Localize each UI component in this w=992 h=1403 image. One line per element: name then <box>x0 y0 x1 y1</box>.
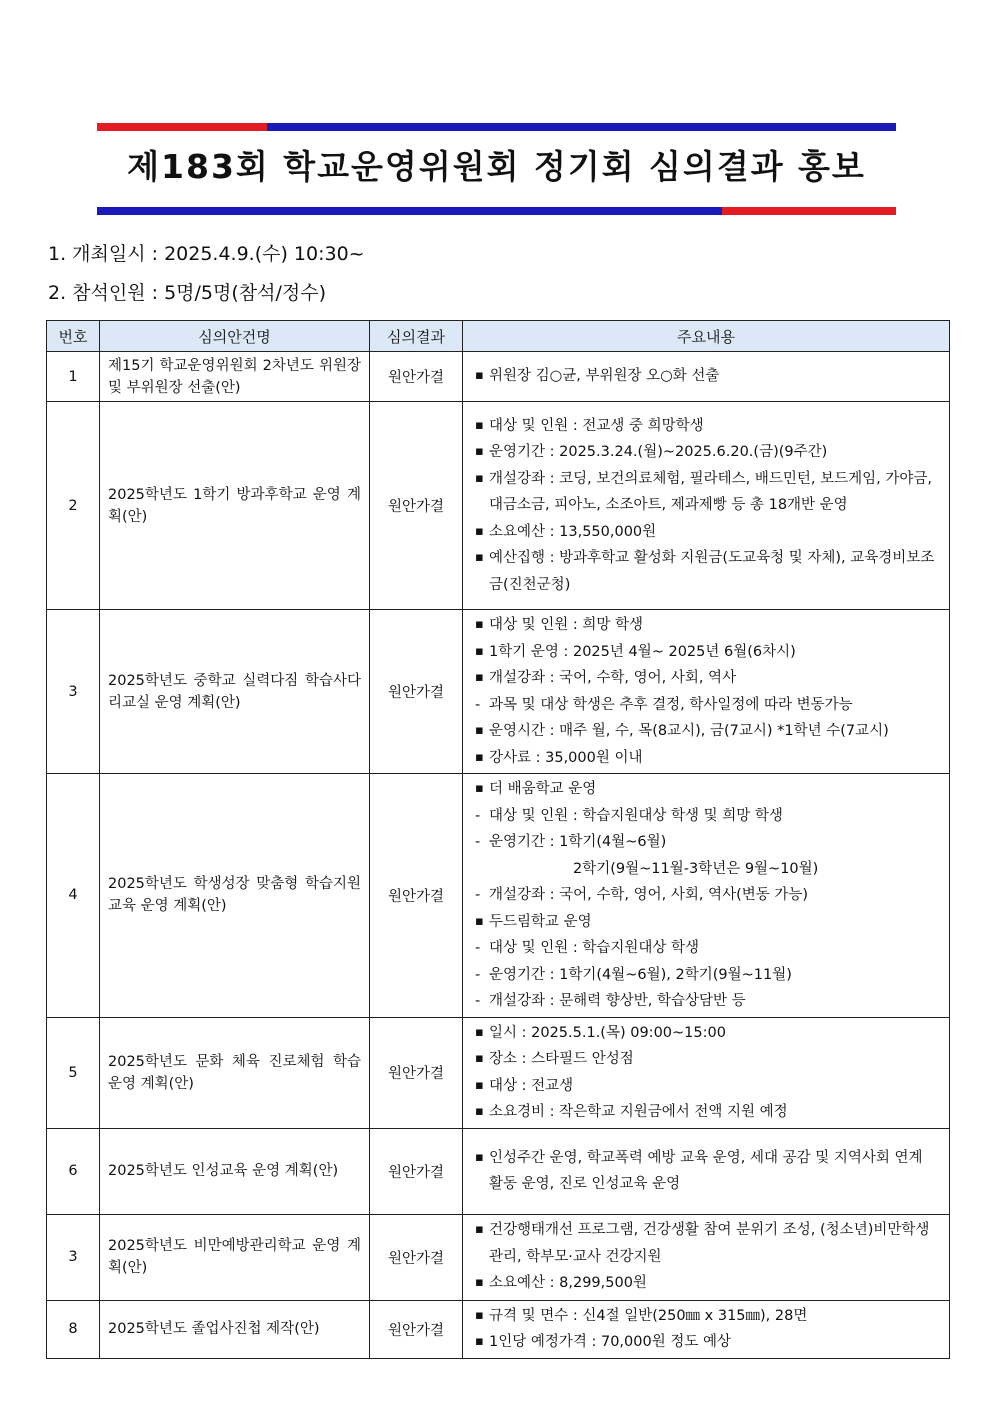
agenda-result: 원안가결 <box>370 1017 463 1128</box>
row-number: 3 <box>47 610 100 774</box>
header-result: 심의결과 <box>370 321 463 352</box>
agenda-result: 원안가결 <box>370 1214 463 1300</box>
table-row <box>47 1214 950 1300</box>
table-row <box>47 352 950 402</box>
row-number: 4 <box>47 774 100 1018</box>
agenda-result: 원안가결 <box>370 774 463 1018</box>
agenda-name: 2025학년도 비만예방관리학교 운영 계획(안) <box>100 1214 370 1300</box>
agenda-name: 제15기 학교운영위원회 2차년도 위원장 및 부위원장 선출(안) <box>100 352 370 402</box>
content-item: ▪ 대상 : 전교생 <box>475 1073 941 1100</box>
content-item: ▪ 규격 및 면수 : 신4절 일반(250㎜ x 315㎜), 28면 <box>475 1303 941 1330</box>
table-row <box>47 1017 950 1128</box>
page-title: 제183회 학교운영위원회 정기회 심의결과 홍보 <box>127 147 866 186</box>
table-row <box>47 610 950 774</box>
agenda-name: 2025학년도 문화 체육 진로체험 학습 운영 계획(안) <box>100 1017 370 1128</box>
content-item: ▪ 일시 : 2025.5.1.(목) 09:00~15:00 <box>475 1020 941 1047</box>
title-bottom-bar <box>97 207 896 215</box>
content-item: ▪ 개설강좌 : 국어, 수학, 영어, 사회, 역사 <box>475 665 941 692</box>
content-subitem: - 대상 및 인원 : 학습지원대상 학생 및 희망 학생 <box>475 803 941 830</box>
content-subitem: - 개설강좌 : 문해력 향상반, 학습상담반 등 <box>475 988 941 1015</box>
content-item: ▪ 예산집행 : 방과후학교 활성화 지원금(도교육청 및 자체), 교육경비보조금(진천군청) <box>475 545 941 598</box>
agenda-name: 2025학년도 인성교육 운영 계획(안) <box>100 1128 370 1214</box>
agenda-content <box>463 1017 950 1128</box>
results-table <box>46 320 950 1359</box>
agenda-result: 원안가결 <box>370 1300 463 1358</box>
table-header-row <box>47 321 950 352</box>
content-subitem: - 운영기간 : 1학기(4월~6월), 2학기(9월~11월) <box>475 962 941 989</box>
agenda-content <box>463 352 950 402</box>
agenda-name: 2025학년도 학생성장 맞춤형 학습지원교육 운영 계획(안) <box>100 774 370 1018</box>
table-row <box>47 1300 950 1358</box>
content-item: ▪ 장소 : 스타필드 안성점 <box>475 1046 941 1073</box>
agenda-content <box>463 610 950 774</box>
agenda-result: 원안가결 <box>370 1128 463 1214</box>
row-number: 1 <box>47 352 100 402</box>
header-number: 번호 <box>47 321 100 352</box>
row-number: 8 <box>47 1300 100 1358</box>
agenda-result: 원안가결 <box>370 352 463 402</box>
content-subitem: - 개설강좌 : 국어, 수학, 영어, 사회, 역사(변동 가능) <box>475 882 941 909</box>
content-item: ▪ 소요경비 : 작은학교 지원금에서 전액 지원 예정 <box>475 1099 941 1126</box>
title-top-bar <box>97 123 896 131</box>
content-item: ▪ 대상 및 인원 : 전교생 중 희망학생 <box>475 413 941 440</box>
content-item: ▪ 1인당 예정가격 : 70,000원 정도 예상 <box>475 1329 941 1356</box>
content-item: ▪ 두드림학교 운영 <box>475 909 941 936</box>
header-content: 주요내용 <box>463 321 950 352</box>
content-item: ▪ 위원장 김○균, 부위원장 오○화 선출 <box>475 363 941 390</box>
table-row <box>47 1128 950 1214</box>
agenda-result: 원안가결 <box>370 402 463 610</box>
content-item: ▪ 운영시간 : 매주 월, 수, 목(8교시), 금(7교시) *1학년 수(7교시) <box>475 718 941 745</box>
agenda-content <box>463 1214 950 1300</box>
content-item: ▪ 소요예산 : 13,550,000원 <box>475 519 941 546</box>
agenda-content <box>463 1128 950 1214</box>
content-item: ▪ 1학기 운영 : 2025년 4월~ 2025년 6월(6차시) <box>475 639 941 666</box>
table-row <box>47 402 950 610</box>
header-agenda: 심의안건명 <box>100 321 370 352</box>
content-subitem: - 운영기간 : 1학기(4월~6월) <box>475 829 941 856</box>
content-subitem: - 대상 및 인원 : 학습지원대상 학생 <box>475 935 941 962</box>
content-item: ▪ 인성주간 운영, 학교폭력 예방 교육 운영, 세대 공감 및 지역사회 연계 활동 운영, 진로 인성교육 운영 <box>475 1145 941 1198</box>
attendance: 2. 참석인원 : 5명/5명(참석/정수) <box>48 282 326 304</box>
meeting-date: 1. 개최일시 : 2025.4.9.(수) 10:30~ <box>48 243 365 265</box>
row-number: 5 <box>47 1017 100 1128</box>
row-number: 2 <box>47 402 100 610</box>
agenda-name: 2025학년도 중학교 실력다짐 학습사다리교실 운영 계획(안) <box>100 610 370 774</box>
content-item: ▪ 소요예산 : 8,299,500원 <box>475 1270 941 1297</box>
content-item: ▪ 대상 및 인원 : 희망 학생 <box>475 612 941 639</box>
agenda-content <box>463 402 950 610</box>
row-number: 6 <box>47 1128 100 1214</box>
row-number: 3 <box>47 1214 100 1300</box>
content-subitem: - 과목 및 대상 학생은 추후 결정, 학사일정에 따라 변동가능 <box>475 692 941 719</box>
content-subitem: 2학기(9월~11월-3학년은 9월~10월) <box>573 860 819 877</box>
agenda-content <box>463 774 950 1018</box>
content-item: ▪ 운영기간 : 2025.3.24.(월)~2025.6.20.(금)(9주간) <box>475 439 941 466</box>
table-row <box>47 774 950 1018</box>
agenda-name: 2025학년도 1학기 방과후학교 운영 계획(안) <box>100 402 370 610</box>
content-item: ▪ 강사료 : 35,000원 이내 <box>475 745 941 772</box>
agenda-result: 원안가결 <box>370 610 463 774</box>
content-item: ▪ 건강행태개선 프로그램, 건강생활 참여 분위기 조성, (청소년)비만학생 관리, 학부모·교사 건강지원 <box>475 1217 941 1270</box>
agenda-name: 2025학년도 졸업사진첩 제작(안) <box>100 1300 370 1358</box>
content-item: ▪ 개설강좌 : 코딩, 보건의료체험, 필라테스, 배드민턴, 보드게임, 가야금, 대금소금, 피아노, 소조아트, 제과제빵 등 총 18개반 운영 <box>475 466 941 519</box>
agenda-content <box>463 1300 950 1358</box>
content-item: ▪ 더 배움학교 운영 <box>475 776 941 803</box>
